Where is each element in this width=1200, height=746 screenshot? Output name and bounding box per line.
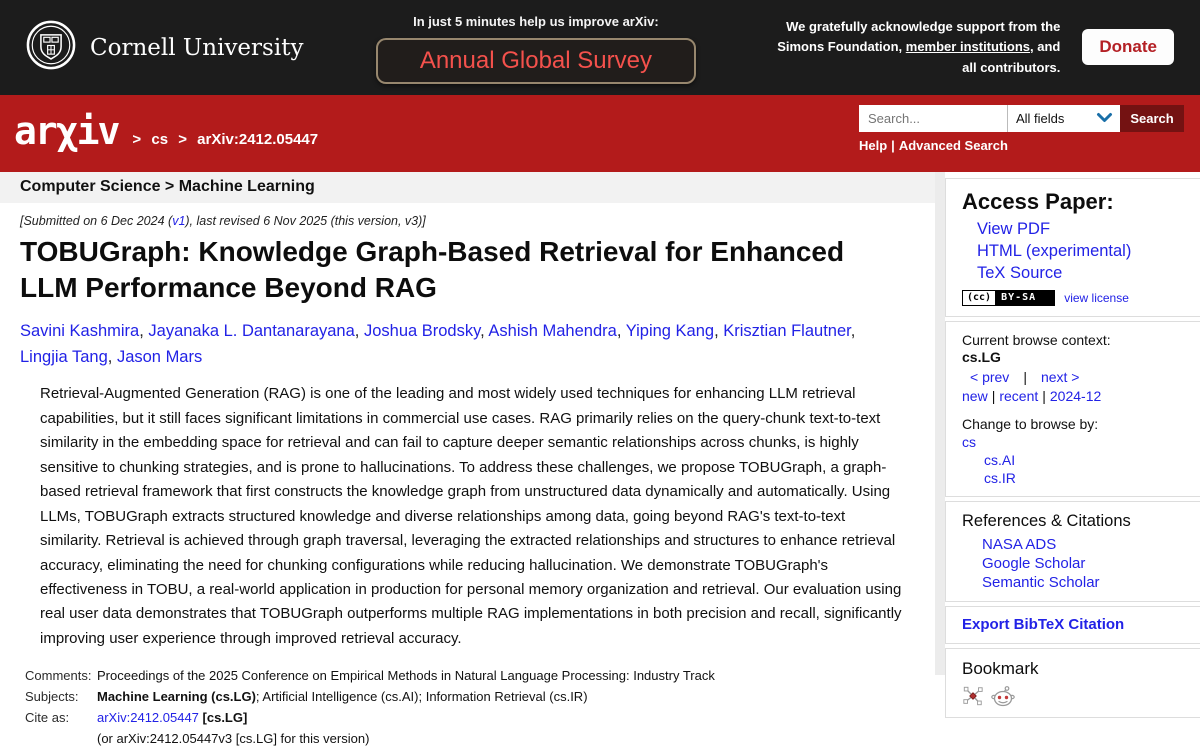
support-text-part1: We gratefully acknowledge support from the Simons Foundation,	[777, 19, 1061, 55]
pipe-separator: |	[1023, 369, 1027, 385]
comments-row	[25, 668, 915, 683]
cornell-seal-icon	[26, 20, 76, 75]
search-input[interactable]	[859, 105, 1007, 132]
access-paper-heading: Access Paper:	[962, 189, 1114, 214]
access-paper-panel	[945, 178, 1200, 317]
bookmark-heading: Bookmark	[962, 659, 1039, 678]
browse-context-panel	[945, 321, 1200, 497]
bookmark-panel	[945, 648, 1200, 718]
survey-block	[376, 14, 696, 84]
cite-version-spacer	[25, 731, 97, 746]
primary-subject: Machine Learning (cs.LG)	[97, 689, 256, 705]
arxiv-logo-ar: ar	[14, 109, 56, 153]
author-link[interactable]: Savini Kashmira	[20, 321, 140, 340]
references-citations-panel	[945, 501, 1200, 602]
metadata-table	[25, 668, 915, 746]
breadcrumb-cs-link[interactable]: cs	[151, 131, 169, 148]
recent-link[interactable]: recent	[999, 388, 1039, 404]
prev-next-nav	[970, 369, 1184, 385]
site-header	[0, 0, 1200, 95]
breadcrumb-trail	[126, 131, 318, 148]
support-text	[768, 17, 1060, 77]
breadcrumb	[14, 109, 318, 153]
breadcrumb-paper-id-link[interactable]: arXiv:2412.05447	[197, 131, 319, 148]
arxiv-logo[interactable]	[14, 109, 118, 153]
new-link[interactable]: new	[962, 388, 988, 404]
comments-value: Proceedings of the 2025 Conference on Empirical Methods in Natural Language Processing: Industry Track	[97, 668, 715, 684]
author-link[interactable]: Yiping Kang	[625, 321, 715, 340]
author-link[interactable]: Jayanaka L. Dantanarayana	[148, 321, 355, 340]
cite-version-row	[25, 731, 915, 746]
support-block	[768, 17, 1174, 77]
cc-icon: (cc)	[963, 291, 995, 305]
subject-heading: Computer Science > Machine Learning	[0, 172, 935, 203]
comments-label: Comments:	[25, 668, 92, 684]
export-bibtex-link[interactable]: Export BibTeX Citation	[962, 616, 1125, 633]
paper-main	[0, 172, 935, 746]
submitted-suffix: ), last revised 6 Nov 2025 (this version, v3)]	[185, 214, 426, 228]
browse-cs-ir-link[interactable]: cs.IR	[984, 470, 1016, 486]
member-institutions-link[interactable]: member institutions	[905, 39, 1031, 55]
bibsonomy-icon[interactable]	[962, 685, 984, 707]
pipe-separator: |	[891, 138, 895, 153]
sidebar	[935, 172, 1200, 678]
search-help-row	[859, 138, 1184, 153]
search-scope-value: All fields	[1016, 111, 1065, 126]
cornell-logo[interactable]	[26, 20, 303, 75]
donate-button[interactable]: Donate	[1082, 29, 1174, 65]
nasa-ads-link[interactable]: NASA ADS	[982, 536, 1057, 553]
author-link[interactable]: Lingjia Tang	[20, 348, 108, 367]
reddit-icon[interactable]	[990, 685, 1016, 707]
author-separator: ,	[616, 321, 626, 340]
change-browse-label: Change to browse by:	[962, 416, 1099, 432]
cite-arxiv-id-link[interactable]: arXiv:2412.05447	[97, 710, 199, 726]
cite-as-row	[25, 710, 915, 725]
submission-history	[20, 214, 915, 228]
browse-cs-ai-link[interactable]: cs.AI	[984, 452, 1016, 468]
submitted-prefix: [Submitted on 6 Dec 2024 (	[20, 214, 173, 228]
annual-global-survey-button[interactable]: Annual Global Survey	[376, 38, 696, 84]
references-heading: References & Citations	[962, 512, 1131, 530]
paper-title: TOBUGraph: Knowledge Graph-Based Retrieval for Enhanced LLM Performance Beyond RAG	[20, 236, 845, 303]
search-scope-select[interactable]	[1007, 105, 1120, 132]
author-separator: ,	[714, 321, 724, 340]
pipe-separator: |	[991, 388, 996, 404]
cite-version-value: (or arXiv:2412.05447v3 [cs.LG] for this version)	[97, 731, 370, 746]
browse-context-label: Current browse context:	[962, 332, 1111, 348]
next-link[interactable]: next >	[1040, 369, 1080, 385]
arxiv-banner	[0, 95, 1200, 172]
cc-by-sa-license-badge[interactable]	[962, 290, 1055, 306]
author-separator: ,	[850, 321, 856, 340]
author-list	[20, 318, 900, 371]
google-scholar-link[interactable]: Google Scholar	[982, 555, 1086, 572]
advanced-search-link[interactable]: Advanced Search	[898, 138, 1008, 153]
html-experimental-link[interactable]: HTML (experimental)	[977, 242, 1132, 260]
abstract-text: Retrieval-Augmented Generation (RAG) is one of the leading and most widely used techniques for enhancing LLM retrieval capabilities, but it still faces significant limitations in commercial use cases. RAG primarily relies on the query-chunk text-to-text similarity in the embedding space for retrieval and can fail to capture deeper semantic relationships across chunks, is highly sensitive to chunking strategies, and is prone to hallucinations. To address these challenges, we propose TOBUGraph, a graph-based retrieval framework that first constructs the knowledge graph from unstructured data dynamically and automatically. Using LLMs, TOBUGraph extracts structured knowledge and diverse relationships among data, going beyond RAG's text-to-text similarity. Retrieval is achieved through graph traversal, leveraging the extracted relationships and structures to enhance retrieval accuracy, eliminating the need for chunking configurations while reducing hallucination. We demonstrate TOBUGraph's effectiveness in TOBU, a real-world application in production for personal memory organization and retrieval. Our evaluation using real user data demonstrates that TOBUGraph outperforms multiple RAG implementations in both precision and recall, significantly improving user experience through improved retrieval accuracy.	[40, 385, 902, 647]
author-separator: ,	[480, 321, 489, 340]
view-license-link[interactable]: view license	[1064, 291, 1129, 305]
pipe-separator: |	[1042, 388, 1046, 404]
export-bibtex-panel	[945, 606, 1200, 644]
author-link[interactable]: Ashish Mahendra	[488, 321, 617, 340]
subjects-value	[97, 689, 588, 704]
tex-source-link[interactable]: TeX Source	[977, 264, 1063, 282]
cornell-wordmark: Cornell University	[90, 34, 304, 61]
chevron-down-icon	[1097, 111, 1112, 126]
browse-context-code: cs.LG	[962, 349, 1001, 365]
view-pdf-link[interactable]: View PDF	[977, 220, 1051, 238]
author-separator: ,	[107, 348, 117, 367]
secondary-subjects: ; Artificial Intelligence (cs.AI); Information Retrieval (cs.IR)	[255, 689, 588, 705]
arxiv-logo-iv: iv	[76, 109, 119, 153]
author-link[interactable]: Jason Mars	[116, 348, 203, 367]
arxiv-logo-chi: χ	[55, 109, 77, 153]
license-type: BY-SA	[995, 291, 1054, 305]
author-separator: ,	[354, 321, 364, 340]
cite-class: [cs.LG]	[198, 710, 248, 726]
prev-link[interactable]: < prev	[970, 369, 1010, 385]
survey-prompt: In just 5 minutes help us improve arXiv:	[413, 13, 659, 29]
author-link[interactable]: Krisztian Flautner	[723, 321, 851, 340]
cite-as-value	[97, 710, 247, 725]
help-link[interactable]: Help	[859, 138, 888, 153]
new-recent-nav	[962, 388, 1184, 404]
author-separator: ,	[139, 321, 149, 340]
search-button[interactable]: Search	[1120, 105, 1184, 132]
semantic-scholar-link[interactable]: Semantic Scholar	[982, 574, 1100, 591]
v1-link[interactable]: v1	[172, 214, 186, 228]
month-link[interactable]: 2024-12	[1049, 388, 1102, 404]
breadcrumb-separator: >	[132, 131, 142, 148]
author-link[interactable]: Joshua Brodsky	[363, 321, 481, 340]
subjects-row	[25, 689, 915, 704]
breadcrumb-separator: >	[178, 131, 187, 148]
cite-as-label: Cite as:	[25, 710, 70, 726]
support-text-part2: , and all contributors.	[962, 39, 1061, 75]
subjects-label: Subjects:	[25, 689, 79, 705]
search-zone	[859, 105, 1184, 153]
browse-cs-link[interactable]: cs	[962, 434, 976, 450]
